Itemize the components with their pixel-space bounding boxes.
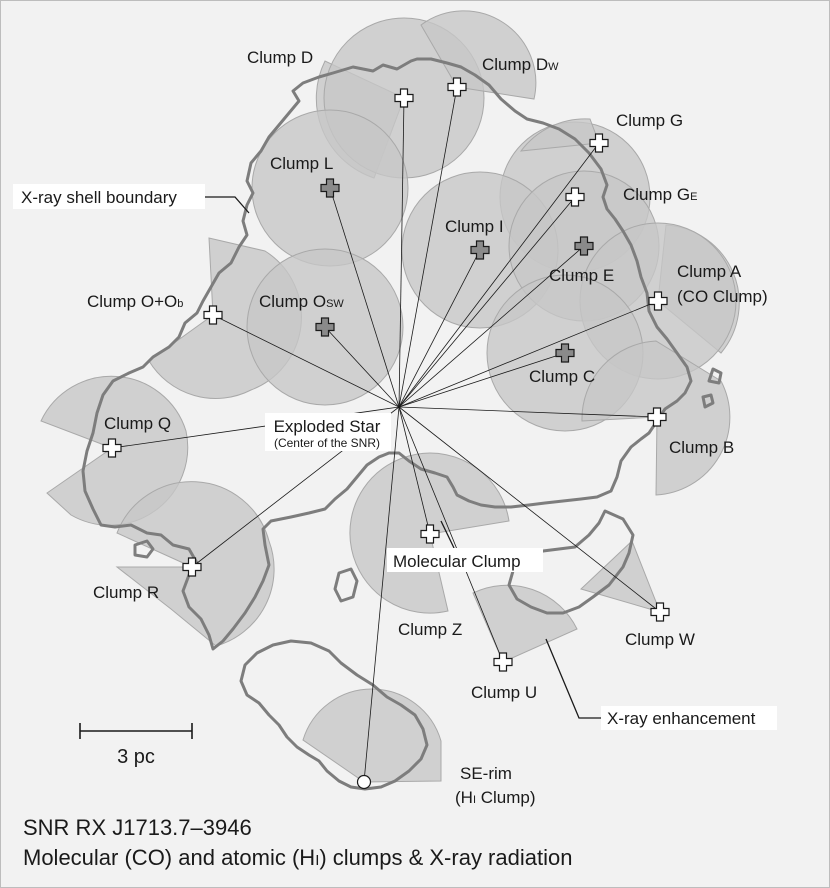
clump-dw-label: Clump DW [482,55,559,74]
clump-osw-label: Clump OSW [259,292,344,311]
clump-g-label: Clump G [616,111,684,130]
caption-title: SNR RX J1713.7–3946 [23,815,252,840]
se-rim-label: SE-rim [460,764,512,783]
clump-ge-label: Clump GE [623,185,698,204]
clump-w-label: Clump W [625,630,695,649]
snr-map [1,1,829,887]
exploded-star-label: Exploded Star [273,417,381,436]
hi-clump-label: (HI Clump) [455,788,536,807]
clump-d-label: Clump D [247,48,314,67]
xray-enhancement-label: X-ray enhancement [607,709,756,728]
clump-u-region [473,585,577,662]
clump-a-note: (CO Clump) [677,287,768,306]
clump-e-label: Clump E [549,266,615,285]
clump-c-label: Clump C [529,367,596,386]
clump-a-label: Clump A [677,262,742,281]
clump-l-label: Clump L [270,154,334,173]
scale-bar [80,723,192,739]
center-label: (Center of the SNR) [273,436,381,450]
clump-u-label: Clump U [471,683,538,702]
clump-b-label: Clump B [669,438,735,457]
clump-i-label: Clump I [445,217,504,236]
clump-q-label: Clump Q [104,414,172,433]
scale-bar-label: 3 pc [117,746,155,768]
xray-shell-label: X-ray shell boundary [21,188,177,207]
clump-z-label: Clump Z [398,620,463,639]
clump-w-region [581,541,660,612]
xray-enhancement-leader [546,639,601,718]
clump-r-label: Clump R [93,583,160,602]
xray-shell-leader [205,197,249,213]
molecular-clump-label: Molecular Clump [393,552,521,571]
clump-ob-label: Clump O+Ob [87,292,184,311]
se-rim-marker [358,776,371,789]
caption-subtitle: Molecular (CO) and atomic (HI) clumps & X-ray radiation [23,845,573,870]
